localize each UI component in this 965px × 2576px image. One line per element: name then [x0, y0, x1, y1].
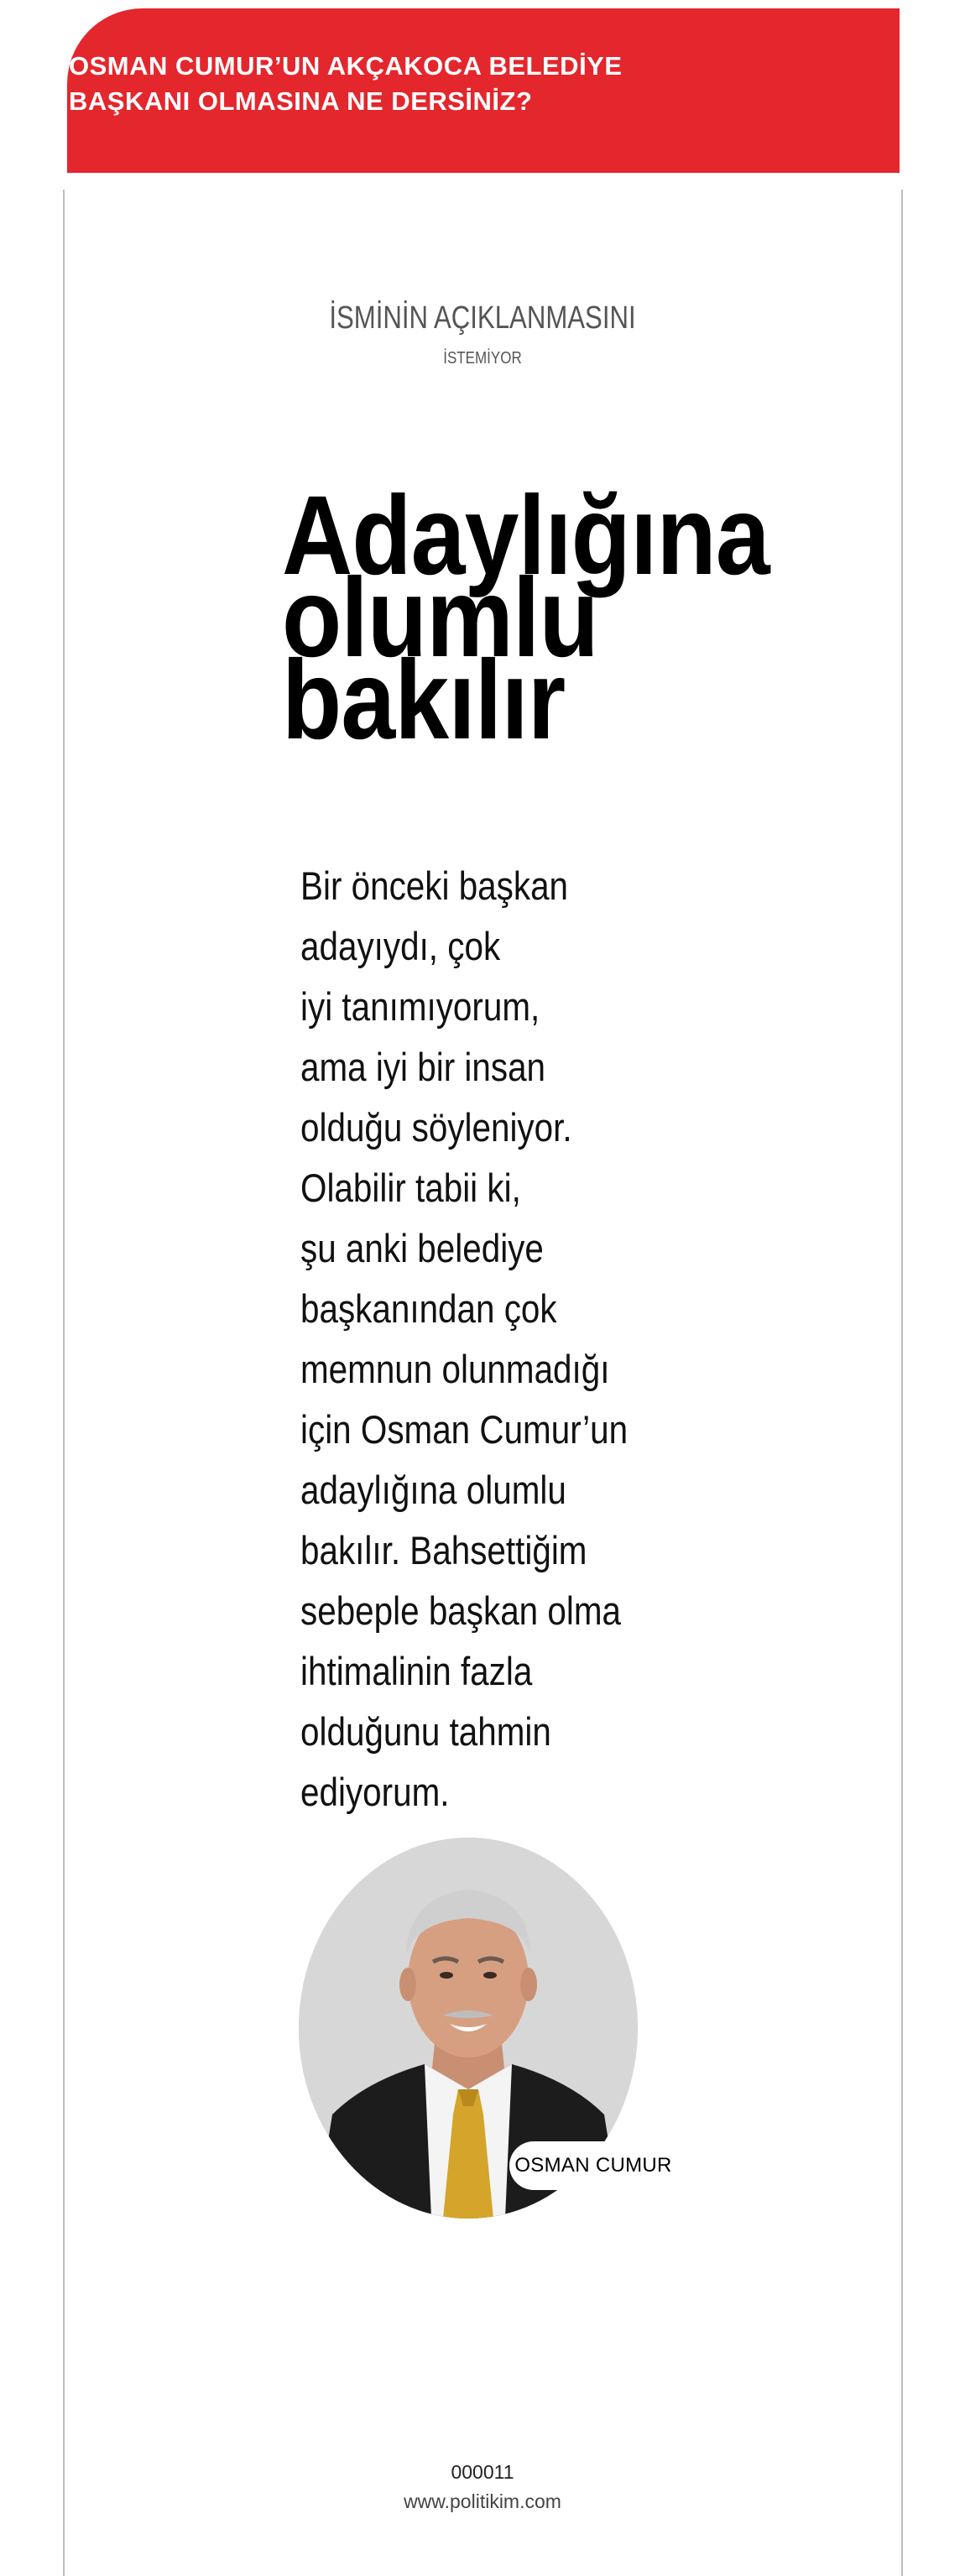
banner-title: OSMAN CUMUR’UN AKÇAKOCA BELEDİYE BAŞKANI OLMASINA NE DERSİNİZ? [69, 51, 623, 116]
right-border-rule [901, 190, 903, 2576]
footer-url[interactable]: www.politikim.com [404, 2490, 561, 2512]
portrait-caption: OSMAN CUMUR [509, 2141, 677, 2190]
article-headline: Adaylığına olumlu bakılır [282, 473, 769, 763]
article-body: Bir önceki başkan adayıydı, çok iyi tanımıyorum, ama iyi bir insan olduğu söyleniyor. Olabilir tabii ki, şu anki belediye başkanından çok memnun olunmadığı için Osman Cumur’un adaylığına olumlu bakılır. Bahsettiğim sebeple başkan olma ihtimalinin fazla olduğunu tahmin ediyorum. [300, 863, 629, 1814]
footer-code: 000011 [451, 2461, 514, 2483]
left-border-rule [63, 190, 65, 2576]
respondent-name-sub: İSTEMİYOR [443, 349, 522, 368]
respondent-name-line: İSMİNİN AÇIKLANMASINI [329, 300, 636, 336]
